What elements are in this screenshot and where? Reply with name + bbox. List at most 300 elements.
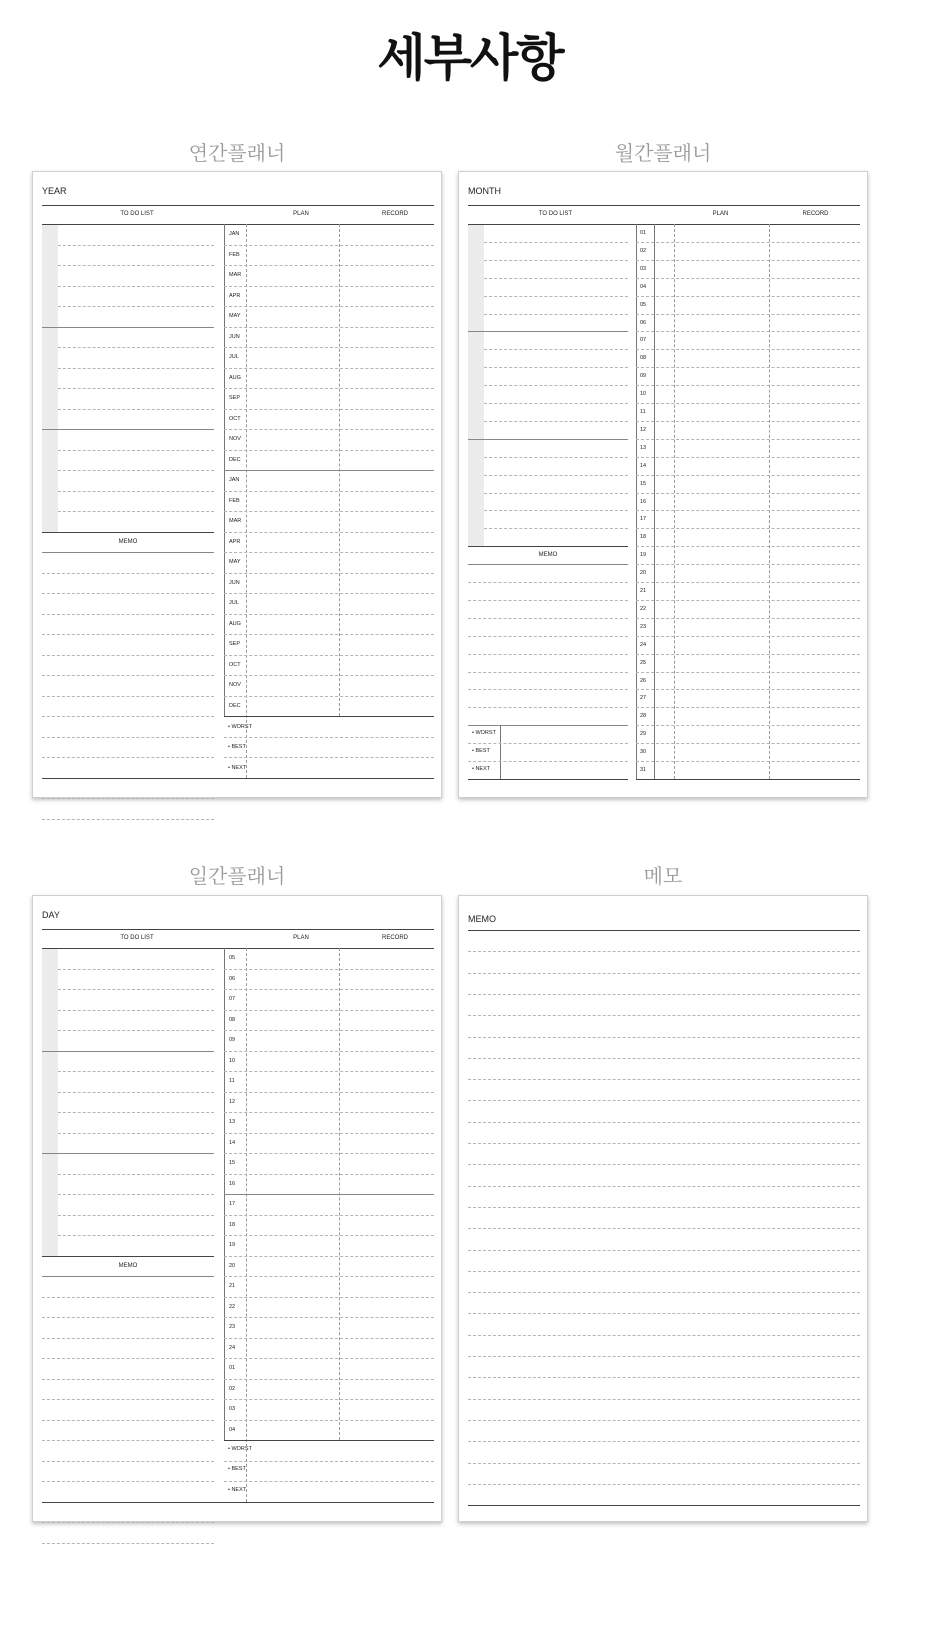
row-label: MAR <box>229 272 242 278</box>
row-label: OCT <box>229 415 241 422</box>
row-label: 03 <box>229 1406 236 1412</box>
row-label: 16 <box>229 1180 236 1187</box>
row-label: 04 <box>229 1426 236 1433</box>
row-label: 22 <box>229 1303 236 1310</box>
memo-sheet-content <box>468 896 858 1521</box>
row-label: 06 <box>229 975 236 982</box>
row-label: 02 <box>229 1385 236 1392</box>
row-label: JUN <box>229 333 240 340</box>
plan-row-line <box>636 546 860 547</box>
todo-row-line <box>58 1235 214 1236</box>
group-shade <box>468 332 484 438</box>
memo-row-line <box>468 1037 860 1038</box>
memo-row-line <box>468 582 628 583</box>
row-label: 05 <box>229 955 236 961</box>
plan-row-line <box>636 296 860 297</box>
memo-row-line <box>468 600 628 601</box>
memo-row-line <box>42 1522 214 1523</box>
memo-row-line <box>42 716 214 717</box>
todo-row-line <box>58 1030 214 1031</box>
review-worst-label: • WORST <box>228 1446 252 1452</box>
memo-row-line <box>42 634 214 635</box>
row-label: 06 <box>640 319 647 326</box>
memo-row-line <box>42 1358 214 1359</box>
memo-row-line <box>468 1228 860 1229</box>
memo-row-line <box>468 1058 860 1059</box>
plan-row-line <box>224 1174 434 1175</box>
memo-row-line <box>468 1420 860 1421</box>
todo-row-line <box>58 470 214 471</box>
page-title: 세부사항 <box>377 29 563 87</box>
memo-row-line <box>468 1271 860 1272</box>
memo-label: MEMO <box>118 1263 138 1269</box>
review-top-rule <box>224 1440 434 1441</box>
plan-row-line <box>224 1338 434 1339</box>
row-label: MAY <box>229 559 241 565</box>
memo-row-line <box>468 1463 860 1464</box>
memo-caption: 메모 <box>643 864 683 888</box>
plan-row-line <box>636 564 860 565</box>
year-planner-sheet <box>32 171 442 798</box>
row-label: 25 <box>640 659 647 666</box>
todo-row-line <box>468 439 628 440</box>
todo-row-line <box>58 1010 214 1011</box>
todo-row-line <box>58 511 214 512</box>
row-label: AUG <box>229 620 241 627</box>
memo-row-line <box>468 1186 860 1187</box>
review-next-label: • NEXT <box>228 765 247 771</box>
row-label: 11 <box>640 409 646 415</box>
plan-row-line <box>224 1235 434 1236</box>
row-label: 05 <box>640 301 647 308</box>
todo-row-line <box>58 1092 214 1093</box>
todo-row-line <box>484 367 628 368</box>
todo-row-line <box>58 306 214 307</box>
review-row-line <box>42 1502 434 1503</box>
plan-row-line <box>636 403 860 404</box>
memo-row-line <box>468 1079 860 1080</box>
memo-row-line <box>468 973 860 974</box>
memo-row-line <box>468 1399 860 1400</box>
row-label: 30 <box>640 749 647 756</box>
row-label: 21 <box>640 588 647 594</box>
plan-row-line <box>636 421 860 422</box>
row-label: 24 <box>229 1344 236 1351</box>
plan-row-line <box>224 1194 434 1195</box>
plan-row-line <box>224 1297 434 1298</box>
todo-list-header: TO DO LIST <box>120 211 154 217</box>
review-top-rule <box>468 725 628 726</box>
plan-row-line <box>636 367 860 368</box>
memo-row-line <box>42 1317 214 1318</box>
plan-row-line <box>224 675 434 676</box>
plan-row-line <box>224 532 434 533</box>
month-sheet-label: MONTH <box>468 186 501 196</box>
todo-row-line <box>58 1133 214 1134</box>
record-header: RECORD <box>802 211 829 217</box>
group-shade <box>42 430 58 532</box>
review-next-label: • NEXT <box>228 1487 247 1493</box>
row-label: 12 <box>229 1098 236 1105</box>
plan-row-line <box>636 618 860 619</box>
plan-row-line <box>224 593 434 594</box>
memo-header-rule <box>468 564 628 565</box>
month-planner-caption: 월간플래너 <box>614 141 712 165</box>
plan-header: PLAN <box>293 211 309 217</box>
memo-row-line <box>468 1335 860 1336</box>
plan-row-line <box>224 1092 434 1093</box>
row-label: 20 <box>229 1262 236 1269</box>
memo-header-rule <box>42 552 214 553</box>
group-shade <box>42 328 58 430</box>
row-label: 04 <box>640 283 647 290</box>
row-label: JAN <box>229 477 240 483</box>
row-label: 23 <box>229 1324 236 1330</box>
plan-row-line <box>224 409 434 410</box>
memo-row-line <box>42 1399 214 1400</box>
bottom-rule <box>468 779 628 780</box>
memo-row-line <box>42 1297 214 1298</box>
year-sheet-content <box>42 172 432 797</box>
review-label-divider <box>500 725 501 779</box>
memo-row-line <box>42 655 214 656</box>
plan-row-line <box>636 743 860 744</box>
row-label: 08 <box>229 1016 236 1023</box>
row-label: 14 <box>640 462 647 469</box>
plan-row-line <box>224 265 434 266</box>
todo-row-line <box>42 327 214 328</box>
plan-row-line <box>224 1379 434 1380</box>
month-sheet-content <box>468 172 858 797</box>
plan-row-line <box>224 388 434 389</box>
row-label: AUG <box>229 374 241 381</box>
group-shade <box>42 1154 58 1256</box>
row-label: OCT <box>229 661 241 668</box>
memo-row-line <box>468 1122 860 1123</box>
row-label: 12 <box>640 426 647 433</box>
row-label: 01 <box>229 1365 236 1371</box>
row-label: APR <box>229 538 241 545</box>
review-row-line <box>224 1461 434 1462</box>
row-label: 23 <box>640 623 647 630</box>
plan-row-line <box>224 634 434 635</box>
row-label: 18 <box>229 1221 236 1228</box>
group-shade <box>42 225 58 327</box>
plan-row-line <box>224 511 434 512</box>
year-planner-caption: 연간플래너 <box>188 141 286 165</box>
memo-row-line <box>42 737 214 738</box>
plan-row-line <box>224 1276 434 1277</box>
plan-row-line <box>224 491 434 492</box>
memo-sheet <box>458 895 868 1522</box>
row-label: 21 <box>229 1283 236 1289</box>
memo-row-line <box>468 1164 860 1165</box>
plan-row-line <box>224 1153 434 1154</box>
row-label: 13 <box>229 1119 236 1125</box>
row-label: JUL <box>229 600 239 606</box>
header-rule <box>42 948 434 949</box>
plan-row-line <box>636 761 860 762</box>
label-column-divider <box>246 224 247 778</box>
row-label: SEP <box>229 641 241 647</box>
row-label: 09 <box>229 1037 236 1043</box>
group-shade <box>42 1052 58 1154</box>
memo-top-rule <box>42 1256 214 1257</box>
memo-row-line <box>42 593 214 594</box>
row-label: 19 <box>229 1242 236 1248</box>
memo-row-line <box>468 1505 860 1506</box>
memo-label: MEMO <box>118 539 138 545</box>
todo-plan-divider <box>674 224 675 779</box>
todo-row-line <box>58 969 214 970</box>
memo-row-line <box>468 951 860 952</box>
row-label: 11 <box>229 1078 235 1084</box>
row-label: 02 <box>640 247 647 254</box>
plan-row-line <box>636 654 860 655</box>
plan-row-line <box>636 510 860 511</box>
todo-row-line <box>484 475 628 476</box>
plan-row-line <box>224 286 434 287</box>
review-row-line <box>468 761 628 762</box>
review-next-label: • NEXT <box>472 766 491 772</box>
memo-row-line <box>42 1338 214 1339</box>
memo-row-line <box>468 1356 860 1357</box>
plan-row-line <box>224 1256 434 1257</box>
memo-top-rule <box>42 532 214 533</box>
label-column-divider <box>654 224 655 779</box>
memo-row-line <box>468 689 628 690</box>
row-label: 15 <box>229 1160 236 1166</box>
todo-row-line <box>58 1071 214 1072</box>
header-rule <box>42 224 434 225</box>
memo-row-line <box>468 1250 860 1251</box>
year-sheet-label: YEAR <box>42 186 67 196</box>
plan-row-line <box>224 1358 434 1359</box>
plan-row-line <box>224 552 434 553</box>
plan-row-line <box>636 278 860 279</box>
todo-list-header: TO DO LIST <box>538 211 573 217</box>
plan-row-line <box>224 1010 434 1011</box>
memo-row-line <box>42 675 214 676</box>
row-label: FEB <box>229 497 240 504</box>
memo-row-line <box>468 707 628 708</box>
memo-row-line <box>42 757 214 758</box>
top-rule <box>42 205 434 206</box>
todo-row-line <box>484 260 628 261</box>
todo-row-line <box>58 1194 214 1195</box>
row-label: JUN <box>229 579 240 586</box>
todo-row-line <box>58 1112 214 1113</box>
row-label: MAR <box>229 518 242 524</box>
row-label: 15 <box>640 480 647 487</box>
row-label: MAY <box>229 313 241 319</box>
plan-row-line <box>224 1133 434 1134</box>
top-rule <box>468 205 860 206</box>
review-row-line <box>468 743 628 744</box>
plan-row-line <box>224 368 434 369</box>
row-label: NOV <box>229 436 241 442</box>
plan-row-line <box>636 475 860 476</box>
todo-row-line <box>58 1174 214 1175</box>
plan-row-line <box>636 439 860 440</box>
plan-record-divider <box>769 224 770 779</box>
row-label: DEC <box>229 702 241 709</box>
plan-row-line <box>636 528 860 529</box>
todo-row-line <box>58 409 214 410</box>
plan-row-line <box>636 493 860 494</box>
todo-row-line <box>484 296 628 297</box>
row-label: APR <box>229 292 241 299</box>
memo-row-line <box>468 672 628 673</box>
memo-row-line <box>42 1481 214 1482</box>
plan-header: PLAN <box>712 211 729 217</box>
review-best-label: • BEST <box>228 744 246 750</box>
todo-row-line <box>484 403 628 404</box>
top-rule <box>42 929 434 930</box>
record-header: RECORD <box>381 211 408 217</box>
todo-list-header: TO DO LIST <box>120 935 154 941</box>
header-rule <box>468 224 860 225</box>
review-row-line <box>42 778 434 779</box>
plan-row-line <box>636 672 860 673</box>
plan-row-line <box>224 429 434 430</box>
record-header: RECORD <box>381 935 408 941</box>
memo-row-line <box>468 636 628 637</box>
row-label: 18 <box>640 534 647 541</box>
row-label: 28 <box>640 713 647 720</box>
row-label: 08 <box>640 355 647 362</box>
plan-row-line <box>636 385 860 386</box>
month-planner-sheet <box>458 171 868 798</box>
todo-row-line <box>484 528 628 529</box>
memo-row-line <box>42 1420 214 1421</box>
row-label: JUL <box>229 354 239 360</box>
plan-row-line <box>636 260 860 261</box>
day-planner-caption: 일간플래너 <box>188 864 286 888</box>
day-sheet-content <box>42 896 432 1521</box>
row-label: 10 <box>229 1057 236 1064</box>
plan-row-line <box>224 1215 434 1216</box>
group-shade <box>468 225 484 331</box>
plan-row-line <box>636 779 860 780</box>
group-shade <box>42 949 58 1051</box>
todo-row-line <box>58 245 214 246</box>
memo-row-line <box>42 573 214 574</box>
memo-row-line <box>468 1292 860 1293</box>
memo-top-rule <box>468 546 628 547</box>
todo-row-line <box>58 388 214 389</box>
memo-row-line <box>468 1313 860 1314</box>
row-label: 19 <box>640 552 647 559</box>
todo-row-line <box>58 347 214 348</box>
row-label: 29 <box>640 731 647 738</box>
row-label: 13 <box>640 444 647 451</box>
row-label: 03 <box>640 265 647 272</box>
plan-row-line <box>224 1071 434 1072</box>
memo-row-line <box>468 618 628 619</box>
plan-row-line <box>224 614 434 615</box>
memo-row-line <box>42 819 214 820</box>
row-label: 10 <box>640 391 647 398</box>
memo-row-line <box>42 1461 214 1462</box>
plan-row-line <box>636 242 860 243</box>
plan-row-line <box>636 600 860 601</box>
todo-row-line <box>484 510 628 511</box>
plan-row-line <box>224 655 434 656</box>
plan-row-line <box>224 1051 434 1052</box>
memo-row-line <box>468 1441 860 1442</box>
plan-row-line <box>636 331 860 332</box>
review-worst-label: • WORST <box>472 730 496 736</box>
row-label: 17 <box>640 516 647 523</box>
row-label: 27 <box>640 695 647 702</box>
plan-row-line <box>224 245 434 246</box>
todo-row-line <box>58 368 214 369</box>
row-label: 31 <box>640 767 647 773</box>
row-label: 20 <box>640 570 647 577</box>
row-label: DEC <box>229 456 241 463</box>
memo-row-line <box>468 1100 860 1101</box>
todo-row-line <box>484 385 628 386</box>
memo-row-line <box>468 654 628 655</box>
memo-row-line <box>468 1484 860 1485</box>
memo-label: MEMO <box>538 552 558 558</box>
plan-row-line <box>636 689 860 690</box>
row-label: 17 <box>229 1201 236 1207</box>
plan-row-line <box>636 636 860 637</box>
todo-row-line <box>484 457 628 458</box>
review-row-line <box>224 737 434 738</box>
plan-row-line <box>224 969 434 970</box>
row-label: 22 <box>640 605 647 612</box>
memo-row-line <box>468 1377 860 1378</box>
label-column-divider <box>246 948 247 1502</box>
day-planner-sheet <box>32 895 442 1522</box>
plan-row-line <box>636 349 860 350</box>
memo-row-line <box>468 1143 860 1144</box>
plan-row-line <box>224 573 434 574</box>
todo-row-line <box>42 429 214 430</box>
review-best-label: • BEST <box>472 748 490 754</box>
todo-row-line <box>58 1215 214 1216</box>
plan-row-line <box>224 989 434 990</box>
day-sheet-label: DAY <box>42 910 60 920</box>
review-best-label: • BEST <box>228 1466 246 1472</box>
todo-row-line <box>484 493 628 494</box>
row-label: 14 <box>229 1139 236 1146</box>
group-shade <box>468 440 484 546</box>
review-top-rule <box>224 716 434 717</box>
row-label: 26 <box>640 677 647 684</box>
plan-row-line <box>224 1317 434 1318</box>
review-row-line <box>224 757 434 758</box>
plan-row-line <box>636 314 860 315</box>
row-label: 01 <box>640 230 647 236</box>
plan-row-line <box>224 306 434 307</box>
plan-row-line <box>636 582 860 583</box>
plan-row-line <box>636 707 860 708</box>
row-label: JAN <box>229 231 240 237</box>
memo-sheet-label: MEMO <box>468 914 496 924</box>
todo-row-line <box>42 1153 214 1154</box>
row-label: NOV <box>229 682 241 688</box>
memo-row-line <box>42 798 214 799</box>
todo-row-line <box>484 421 628 422</box>
plan-row-line <box>224 470 434 471</box>
row-label: 16 <box>640 498 647 505</box>
row-label: 09 <box>640 373 647 380</box>
plan-row-line <box>224 347 434 348</box>
